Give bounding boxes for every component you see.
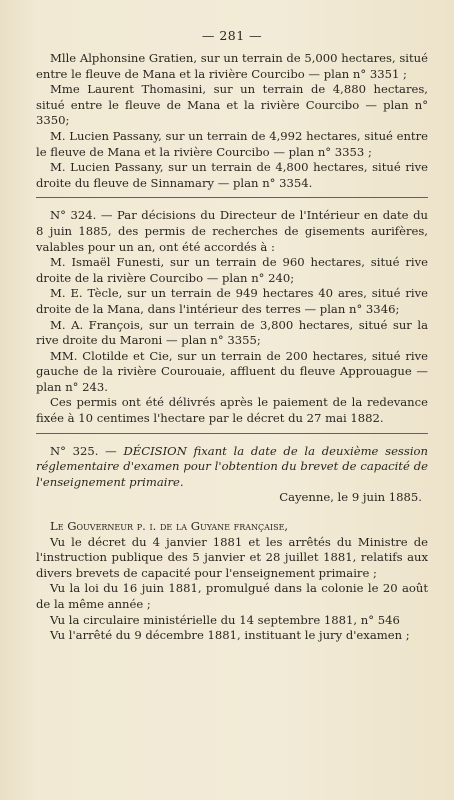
- vu-clause: Vu la loi du 16 juin 1881, promulgué dans la colonie le 20 août de la même année ;: [36, 581, 428, 611]
- governor-line: Le Gouverneur p. i. de la Guyane française,: [50, 519, 289, 534]
- list-item: M. E. Tècle, sur un terrain de 949 hectares 40 ares, situé rive droite de la Mana, dans l'intérieur des terres — plan n° 3346;: [36, 286, 428, 316]
- section-divider: [36, 197, 428, 198]
- section-divider: [36, 433, 428, 434]
- list-item: M. Ismaël Funesti, sur un terrain de 960 hectares, situé rive droite de la rivière Courcibo — plan n° 240;: [36, 255, 428, 285]
- place-date: Cayenne, le 9 juin 1885.: [279, 490, 422, 505]
- decision-title: DÉCISION fixant la date de la deuxième session réglementaire d'examen pour l'obtention du brevet de capacité de l'enseignement primaire.: [36, 443, 428, 489]
- decision-number: N° 325. —: [50, 443, 117, 458]
- permit-list-1: [36, 51, 428, 191]
- page-number: — 281 —: [201, 28, 263, 43]
- vu-clause: Vu l'arrêté du 9 décembre 1881, instituant le jury d'examen ;: [50, 628, 410, 643]
- decision-heading: [36, 444, 428, 491]
- list-item: M. Lucien Passany, sur un terrain de 4,992 hectares, situé entre le fleuve de Mana et la rivière Courcibo — plan n° 3353 ;: [36, 128, 428, 159]
- decision-325: [36, 444, 428, 644]
- list-item: Mlle Alphonsine Gratien, sur un terrain de 5,000 hectares, situé entre le fleuve de Mana et la rivière Courcibo — plan n° 3351 ;: [36, 51, 428, 81]
- vu-clause: Vu le décret du 4 janvier 1881 et les arrêtés du Ministre de l'instruction publique des 5 janvier et 28 juillet 1881, relatifs aux divers brevets de capacité pour l'enseignement primaire ;: [36, 534, 428, 580]
- list-item: M. Lucien Passany, sur un terrain de 4,800 hectares, situé rive droite du fleuve de Sinnamary — plan n° 3354.: [36, 160, 428, 190]
- decision-intro: N° 324. — Par décisions du Directeur de l'Intérieur en date du 8 juin 1885, des permis de recherches de gisements aurifères, valables pour un an, ont été accordés à :: [36, 208, 428, 254]
- list-item: MM. Clotilde et Cie, sur un terrain de 200 hectares, situé rive gauche de la rivière Courouaie, affluent du fleuve Approuague — plan n° 243.: [36, 348, 428, 394]
- decision-324: [36, 208, 428, 426]
- list-item: M. A. François, sur un terrain de 3,800 hectares, situé sur la rive droite du Maroni — plan n° 3355;: [36, 317, 428, 348]
- vu-clause: Vu la circulaire ministérielle du 14 septembre 1881, n° 546: [50, 612, 400, 627]
- decision-closing: Ces permis ont été délivrés après le paiement de la redevance fixée à 10 centimes l'hectare par le décret du 27 mai 1882.: [36, 395, 428, 426]
- list-item: Mme Laurent Thomasini, sur un terrain de 4,880 hectares, situé entre le fleuve de Mana et la rivière Courcibo — plan n° 3350;: [36, 82, 428, 128]
